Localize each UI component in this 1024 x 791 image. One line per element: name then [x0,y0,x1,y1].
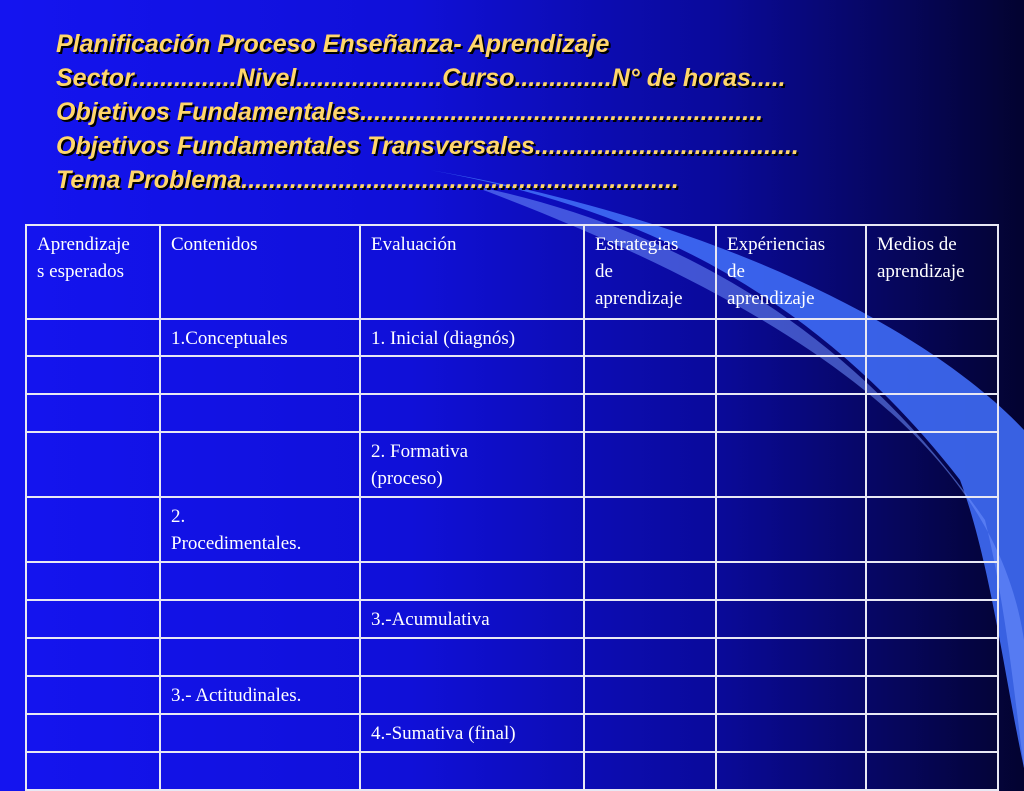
table-cell [584,600,716,638]
table-cell [26,562,160,600]
table-cell [716,394,866,432]
table-cell [26,497,160,562]
table-cell [584,562,716,600]
table-row [26,562,998,600]
table-cell [716,752,866,790]
table-cell [26,676,160,714]
table-row [26,600,998,638]
table-cell [360,752,584,790]
table-cell [866,562,998,600]
table-cell [584,319,716,356]
table-cell [160,752,360,790]
planning-table [25,224,999,791]
table-cell [866,356,998,394]
table-cell: 2. Formativa (proceso) [360,432,584,497]
table-cell [26,638,160,676]
table-header-row [26,225,998,319]
table-cell [584,752,716,790]
table-cell [26,432,160,497]
table-cell [360,356,584,394]
table-cell [866,497,998,562]
column-header: Contenidos [160,225,360,319]
table-cell [360,394,584,432]
table-cell [160,638,360,676]
table-row [26,432,998,497]
table-cell: 3.- Actitudinales. [160,676,360,714]
table-row [26,497,998,562]
table-cell [360,562,584,600]
table-cell [584,394,716,432]
table-cell [26,752,160,790]
table-row [26,319,998,356]
table-cell [716,497,866,562]
table-cell [360,497,584,562]
table-cell [716,676,866,714]
table-cell: 3.-Acumulativa [360,600,584,638]
table-row [26,638,998,676]
table-cell [26,714,160,752]
table-cell: 2. Procedimentales. [160,497,360,562]
table-cell [584,356,716,394]
table-cell [160,714,360,752]
table-row [26,752,998,790]
table-cell [584,676,716,714]
table-cell [716,600,866,638]
table-cell [160,356,360,394]
column-header: Evaluación [360,225,584,319]
table-cell: 1.Conceptuales [160,319,360,356]
table-cell [866,676,998,714]
table-cell [160,432,360,497]
table-row [26,356,998,394]
table-cell [716,356,866,394]
table-cell [584,638,716,676]
table-cell [866,600,998,638]
table-cell [26,356,160,394]
slide-header [56,27,799,197]
header-sector-line: Sector...............Nivel.....................Curso..............N° de horas..... [56,64,786,92]
table-cell [26,600,160,638]
table-cell: 1. Inicial (diagnós) [360,319,584,356]
table-cell [866,714,998,752]
table-cell [716,432,866,497]
table-cell [26,319,160,356]
table-cell [360,676,584,714]
header-topic-line: Tema Problema............................................................... [56,166,679,194]
header-title-line: Planificación Proceso Enseñanza- Aprendizaje [56,30,610,58]
table-cell [160,562,360,600]
table-cell [866,394,998,432]
table-cell [866,319,998,356]
table-cell [716,714,866,752]
table-row [26,394,998,432]
table-cell [360,638,584,676]
header-objectives-line: Objetivos Fundamentales.......................................................... [56,98,764,126]
table-cell [160,394,360,432]
column-header: Expériencias de aprendizaje [716,225,866,319]
table-cell [584,432,716,497]
table-cell [866,638,998,676]
table-cell: 4.-Sumativa (final) [360,714,584,752]
column-header: Medios de aprendizaje [866,225,998,319]
table-cell [584,497,716,562]
table-cell [716,638,866,676]
table-cell [716,319,866,356]
table-cell [160,600,360,638]
column-header: Aprendizaje s esperados [26,225,160,319]
table-cell [716,562,866,600]
table-cell [866,432,998,497]
column-header: Estrategias de aprendizaje [584,225,716,319]
table-cell [584,714,716,752]
table-cell [866,752,998,790]
table-row [26,714,998,752]
header-transversal-objectives-line: Objetivos Fundamentales Transversales...................................... [56,132,799,160]
table-cell [26,394,160,432]
table-row [26,676,998,714]
